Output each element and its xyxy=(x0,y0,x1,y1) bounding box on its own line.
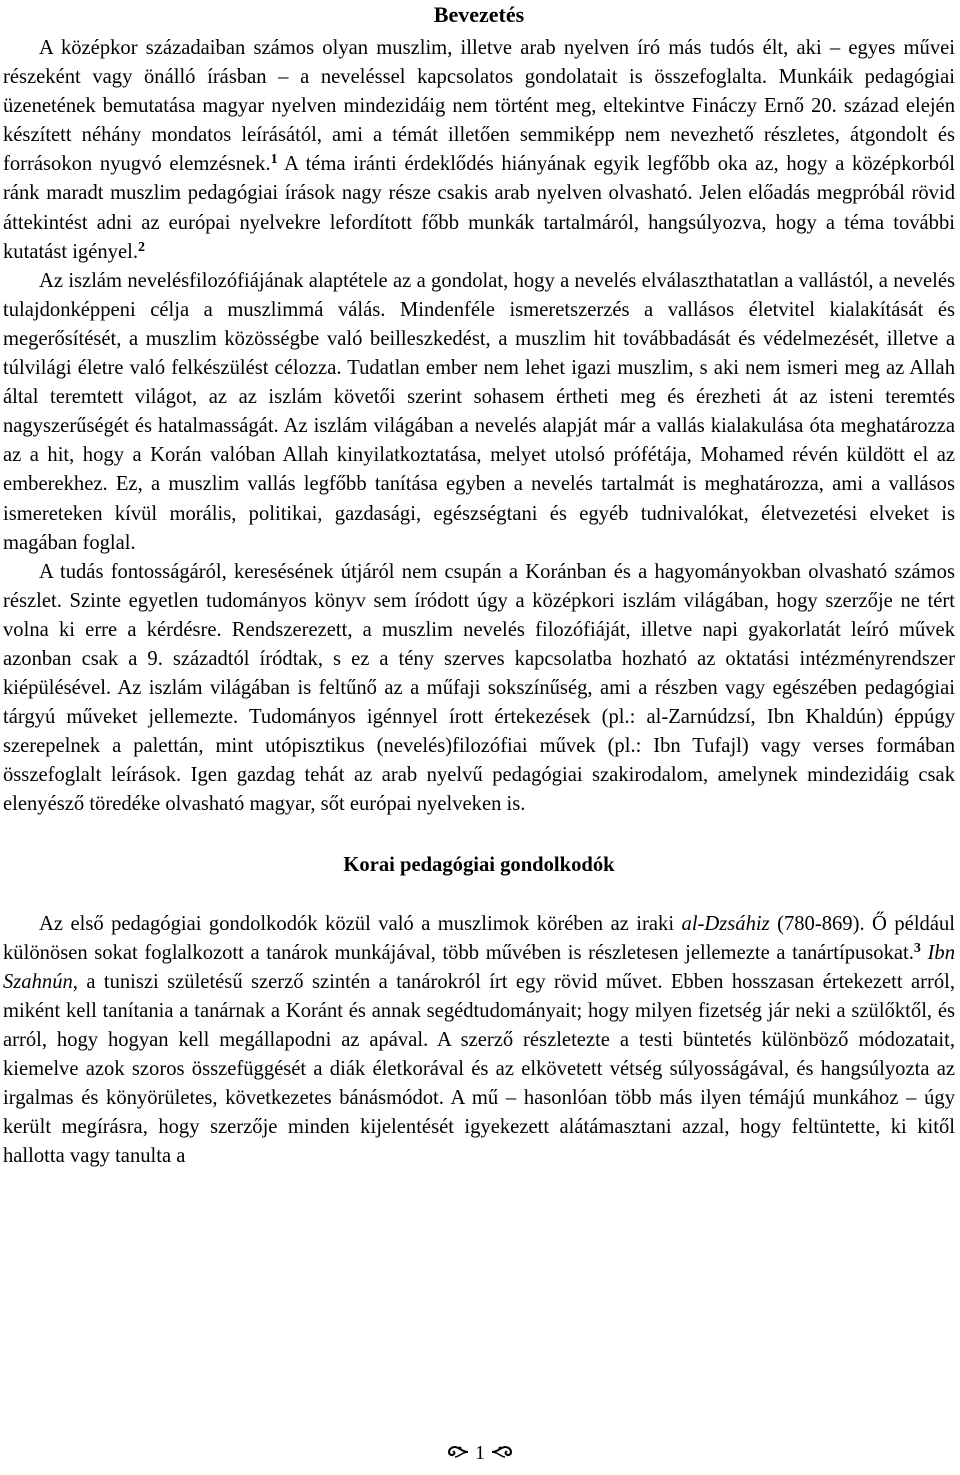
italic-name: Ibn Szahnún xyxy=(3,941,955,993)
document-page xyxy=(3,0,955,1171)
section-heading: Korai pedagógiai gondolkodók xyxy=(343,853,615,876)
early-thinkers-section xyxy=(3,910,955,1172)
footnote-reference: 3 xyxy=(913,940,921,956)
footnote-reference: 2 xyxy=(137,239,145,255)
ornament-left-icon xyxy=(446,1443,470,1461)
text-run: Az első pedagógiai gondolkodók közül való a muszlimok körében az iraki xyxy=(39,912,682,935)
text-run: , a tuniszi születésű szerző szintén a tanárokról írt egy rövid művet. Ebben hosszasan értekezett arról, miként kell tanítania a tanárnak a Koránt és annak segédtudományait; hogy milyen fizetség jár neki a szülőktől, és arról, hogy hogyan kell megállapodni az apával. A szerző részletezte a testi büntetés különböző módozatait, kiemelve azok szoros összefüggését a diák életkorával és az elkövetett vétség súlyosságával, és hangsúlyozta az irgalmas és könyörületes, következetes bánásmódot. A mű – hasonlóan több más ilyen témájú munkához – úgy került megírásra, hogy szerzője minden kijelentését igyekezett alátámasztani azzal, hogy feltüntette, ki kitől hallotta vagy tanulta a xyxy=(3,970,955,1168)
text-run: (780-869). Ő például különösen sokat foglalkozott a tanárok munkájával, több művében is részletesen jellemezte a tanártípusokat. xyxy=(3,912,955,964)
body-paragraph xyxy=(3,34,955,267)
body-paragraph xyxy=(3,558,955,820)
text-run: A téma iránti érdeklődés hiányának egyik legfőbb oka az, hogy a középkorból ránk maradt muszlim pedagógiai írások nagy része csakis arab nyelven olvasható. Jelen előadás megpróbál rövid áttekintést adni az európai nyelvekre lefordított főbb munkák tartalmáról, hangsúlyozva, hogy a téma további kutatást igényel. xyxy=(3,153,955,263)
page-number: 1 xyxy=(475,1442,485,1464)
text-run: Az iszlám nevelésfilozófiájának alaptétele az a gondolat, hogy a nevelés elválaszthatatlan a vallástól, a nevelés tulajdonképpeni célja a muszlimmá válás. Mindenféle ismeretszerzés a vallásos életvitel kialakítását és megerősítését, a muszlim közösségbe való beilleszkedést, a muszlim hit továbbadását és védelmezését, illetve a túlvilági életre való felkészülést célozza. Tudatlan ember nem lehet igazi muszlim, s aki nem ismeri meg az Allah által teremtett világot, az az iszlám követői szerint sohasem értheti meg és érezheti át az isteni teremtés nagyszerűségét és hatalmasságát. Az iszlám világában a nevelés alapját már a vallás kialakulása óta meghatározza az a hit, hogy a Korán valóban Allah kinyilatkoztatása, melyet utolsó prófétája, Mohamed révén küldött el az emberekhez. Ez, a muszlim vallás legfőbb tanítása egyben a nevelés tartalmát is meghatározza, ami a vallásos ismereteken kívül morális, politikai, gazdasági, egészségtani és egyéb tudnivalókat, életvezetési elveket is magában foglal. xyxy=(3,269,955,554)
page-title: Bevezetés xyxy=(433,2,525,27)
body-paragraph xyxy=(3,910,955,1172)
page-footer xyxy=(0,1440,960,1466)
italic-name: al-Dzsáhiz xyxy=(681,912,770,935)
introduction-section xyxy=(3,34,955,820)
text-run xyxy=(921,942,928,964)
text-run: A középkor századaiban számos olyan muszlim, illetve arab nyelven író más tudós élt, aki – egyes művei részeként vagy önálló írásban – a neveléssel kapcsolatos gondolatait is összefoglalta. Munkáik pedagógiai üzenetének bemutatása magyar nyelven mindezidáig nem történt meg, eltekintve Fináczy Ernő 20. század elején készített néhány mondatos leírásától, ami a témát illetően semmiképp nem nevezhető részletes, átgondolt és forrásokon nyugvó elemzésnek. xyxy=(3,37,955,176)
ornament-right-icon xyxy=(490,1443,514,1461)
text-run: A tudás fontosságáról, keresésének útjáról nem csupán a Koránban és a hagyományokban olvasható számos részlet. Szinte egyetlen tudományos könyv sem íródott úgy a középkori iszlám világában, hogy szerzője ne tért volna ki erre a kérdésre. Rendszerezett, a muszlim nevelés filozófiáját, illetve napi gyakorlatát leíró művek azonban csak a 9. századtól íródtak, s ez a tény szerves kapcsolatba hozható az oktatási intézményrendszer kiépülésével. Az iszlám világában is feltűnő az a műfaji sokszínűség, ami a részben vagy egészében pedagógiai tárgyú műveket jellemezte. Tudományos igénnyel írott értekezések (pl.: al-Zarnúdzsí, Ibn Khaldún) éppúgy szerepelnek a palettán, mint utópisztikus (nevelés)filozófiai művek (pl.: Ibn Tufajl) vagy verses formában összefoglalt leírások. Igen gazdag tehát az arab nyelvű pedagógiai szakirodalom, amelynek mindezidáig csak elenyésző töredéke olvasható magyar, sőt európai nyelveken is. xyxy=(3,560,955,816)
footnote-reference: 1 xyxy=(270,152,278,168)
body-paragraph xyxy=(3,267,955,558)
